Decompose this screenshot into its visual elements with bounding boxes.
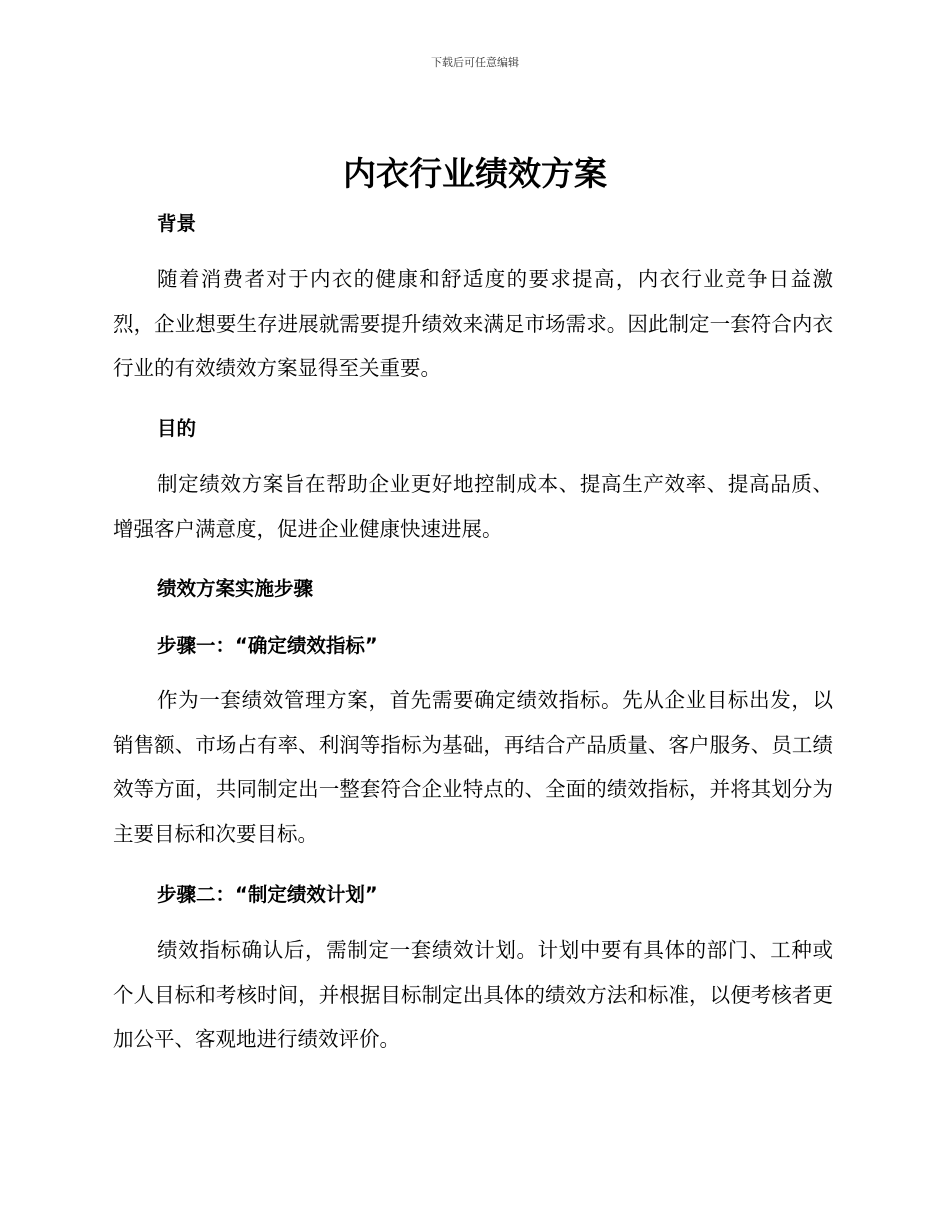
header-note: 下载后可任意编辑 <box>431 56 519 69</box>
paragraph-purpose: 制定绩效方案旨在帮助企业更好地控制成本、提高生产效率、提高品质、增强客户满意度，促进企业健康快速进展。 <box>113 472 833 541</box>
paragraph-step1: 作为一套绩效管理方案，首先需要确定绩效指标。先从企业目标出发，以销售额、市场占有率、利润等指标为基础，再结合产品质量、客户服务、员工绩效等方面，共同制定出一整套符合企业特点的、全面的绩效指标，并将其划分为主要目标和次要目标。 <box>113 688 833 846</box>
section-heading-purpose: 目的 <box>157 417 197 440</box>
paragraph-step2: 绩效指标确认后，需制定一套绩效计划。计划中要有具体的部门、工种或个人目标和考核时间，并根据目标制定出具体的绩效方法和标准，以便考核者更加公平、客观地进行绩效评价。 <box>113 938 833 1051</box>
step1-heading: 步骤一：“确定绩效指标” <box>157 634 378 657</box>
section-heading-background: 背景 <box>157 212 197 235</box>
paragraph-background: 随着消费者对于内衣的健康和舒适度的要求提高，内衣行业竞争日益激烈，企业想要生存进展就需要提升绩效来满足市场需求。因此制定一套符合内衣行业的有效绩效方案显得至关重要。 <box>113 267 833 380</box>
step2-heading: 步骤二：“制定绩效计划” <box>157 883 378 906</box>
section-heading-steps: 绩效方案实施步骤 <box>157 577 314 600</box>
document-title: 内衣行业绩效方案 <box>343 154 607 193</box>
